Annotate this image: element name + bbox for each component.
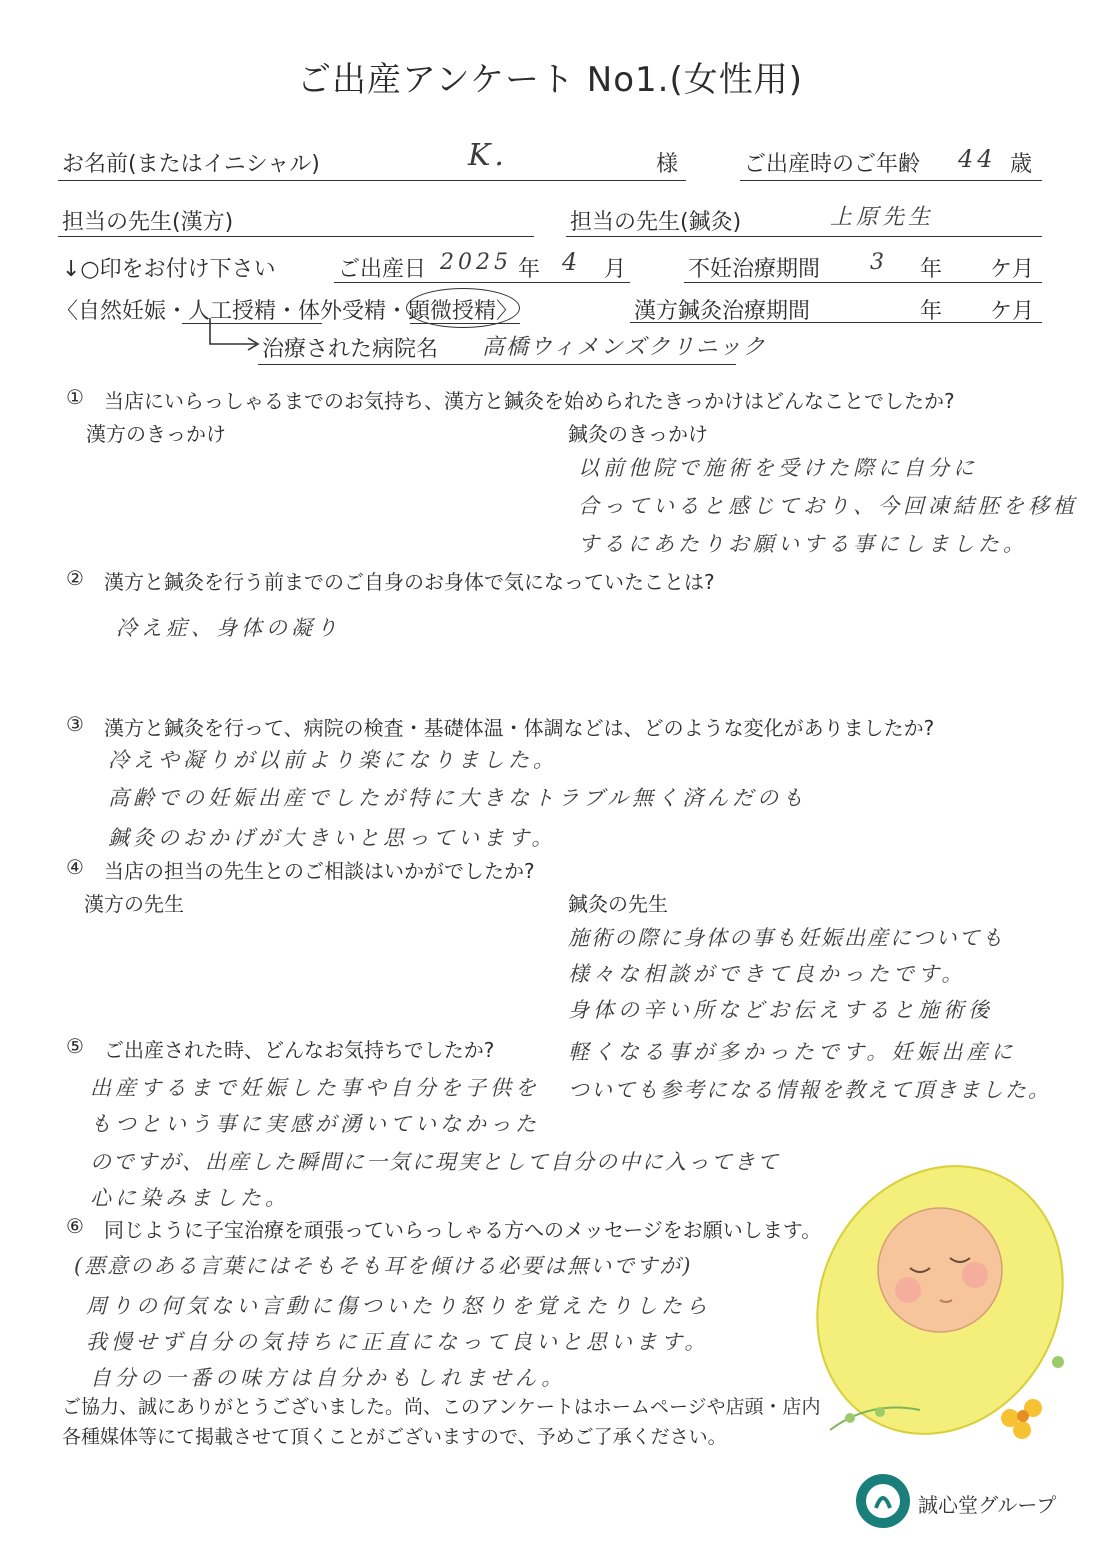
q5-number: ⑤: [66, 1034, 84, 1058]
q6-text: 同じように子宝治療を頑張っていらっしゃる方へのメッセージをお願いします。: [104, 1218, 822, 1242]
q5-answer-line-1: 出産するまで妊娠した事や自分を子供を: [90, 1076, 540, 1100]
mark-instruction: ↓○印をお付け下さい: [62, 257, 276, 282]
brand-logo-icon: [854, 1472, 912, 1530]
q6-answer-line-3: 我慢せず自分の気持ちに正直になって良いと思います。: [86, 1330, 710, 1354]
q1-text: 当店にいらっしゃるまでのお気持ち、漢方と鍼灸を始められたきっかけはどんなことでしたか?: [104, 389, 955, 413]
q4-kampo-label: 漢方の先生: [84, 892, 184, 916]
name-value: K.: [468, 138, 508, 173]
q2-number: ②: [66, 566, 84, 590]
q1-answer-line-2: 合っていると感じており、今回凍結胚を移植: [578, 494, 1078, 518]
acu-teacher-value: 上原先生: [830, 205, 935, 230]
q4-answer-line-1: 施術の際に身体の事も妊娠出産についても: [568, 926, 1005, 950]
honorific: 様: [656, 152, 679, 177]
baby-face: [878, 1208, 1002, 1332]
kampo-teacher-label: 担当の先生(漢方): [62, 210, 234, 235]
treatment-period-label: 漢方鍼灸治療期間: [634, 299, 811, 324]
q2-text: 漢方と鍼灸を行う前までのご自身のお身体で気になっていたことは?: [104, 570, 715, 594]
hospital-value: 高橋ウィメンズクリニック: [482, 335, 767, 360]
name-label: お名前(またはイニシャル): [62, 152, 320, 177]
birth-month: 4: [562, 248, 582, 276]
page-title: ご出産アンケート No1.(女性用): [297, 60, 803, 100]
hospital-arrow-icon: [206, 318, 262, 354]
brand-name: 誠心堂グループ: [918, 1495, 1057, 1517]
q6-answer-line-2: 周りの何気ない言動に傷ついたり怒りを覚えたりしたら: [86, 1294, 711, 1318]
birth-year-unit: 年: [518, 257, 541, 282]
name-underline: [58, 180, 686, 181]
q4-answer-line-4: 軽くなる事が多かったです。妊娠出産に: [568, 1040, 1017, 1064]
baby-illustration: [790, 1150, 1080, 1450]
q4-text: 当店の担当の先生とのご相談はいかがでしたか?: [104, 859, 535, 883]
q6-answer-line-4: 自分の一番の味方は自分かもしれません。: [90, 1366, 567, 1390]
q5-answer-line-4: 心に染みました。: [90, 1186, 290, 1210]
kampo-teacher-underline: [58, 236, 534, 237]
birth-month-unit: 月: [604, 257, 627, 282]
pregnancy-type-options: 〈自然妊娠・人工授精・体外受精・顕微授精〉: [56, 299, 519, 324]
infertility-period-label: 不妊治療期間: [688, 257, 821, 282]
age-unit: 歳: [1010, 152, 1033, 177]
selected-type-circle: [406, 288, 520, 328]
q5-text: ご出産された時、どんなお気持ちでしたか?: [104, 1038, 495, 1062]
q5-answer-line-3: のですが、出産した瞬間に一気に現実として自分の中に入ってきて: [90, 1150, 780, 1174]
infertility-years: 3: [870, 250, 888, 275]
footer-line-1: ご協力、誠にありがとうございました。尚、このアンケートはホームページや店頭・店内: [62, 1396, 821, 1418]
q1-kampo-label: 漢方のきっかけ: [86, 422, 226, 446]
type-underline-2: [410, 323, 520, 324]
infertility-underline: [684, 282, 1042, 283]
q2-answer: 冷え症、身体の凝り: [116, 616, 341, 640]
q3-answer-line-3: 鍼灸のおかげが大きいと思っています。: [108, 826, 557, 850]
age-label: ご出産時のご年齢: [744, 152, 921, 177]
q6-number: ⑥: [66, 1214, 84, 1238]
q3-number: ③: [66, 712, 84, 736]
age-underline: [740, 180, 1042, 181]
q5-answer-line-2: もつという事に実感が湧いていなかった: [90, 1112, 540, 1136]
q1-answer-line-3: するにあたりお願いする事にしました。: [578, 532, 1028, 556]
q4-answer-line-5: ついても参考になる情報を教えて頂きました。: [568, 1078, 1051, 1102]
q4-answer-line-2: 様々な相談ができて良かったです。: [568, 962, 967, 986]
birth-date-underline: [334, 282, 630, 283]
acu-teacher-label: 担当の先生(鍼灸): [570, 210, 742, 235]
q4-acu-label: 鍼灸の先生: [568, 892, 668, 916]
footer-line-2: 各種媒体等にて掲載させて頂くことがございますので、予めご了承ください。: [62, 1426, 727, 1448]
q6-answer-line-1: (悪意のある言葉にはそもそも耳を傾ける必要は無いですが): [74, 1254, 693, 1278]
q1-answer-line-1: 以前他院で施術を受けた際に自分に: [578, 456, 978, 480]
infertility-month-unit: ケ月: [990, 257, 1035, 282]
hospital-underline: [258, 364, 736, 365]
q4-number: ④: [66, 855, 84, 879]
acu-teacher-underline: [566, 236, 1042, 237]
age-value: 44: [958, 145, 997, 173]
birth-date-label: ご出産日: [338, 257, 427, 282]
q1-number: ①: [66, 385, 84, 409]
q4-answer-line-3: 身体の辛い所などお伝えすると施術後: [568, 998, 993, 1022]
q3-answer-line-1: 冷えや凝りが以前より楽になりました。: [108, 748, 558, 772]
birth-year: 2025: [440, 250, 512, 275]
treatment-month-unit: ケ月: [990, 299, 1035, 324]
treatment-year-unit: 年: [920, 299, 943, 324]
q3-text: 漢方と鍼灸を行って、病院の検査・基礎体温・体調などは、どのような変化がありましたか?: [104, 716, 935, 740]
q1-acu-label: 鍼灸のきっかけ: [568, 422, 708, 446]
treatment-underline: [630, 322, 1042, 323]
hospital-label: 治療された病院名: [262, 337, 439, 362]
q3-answer-line-2: 高齢での妊娠出産でしたが特に大きなトラブル無く済んだのも: [108, 786, 808, 810]
infertility-year-unit: 年: [920, 257, 943, 282]
